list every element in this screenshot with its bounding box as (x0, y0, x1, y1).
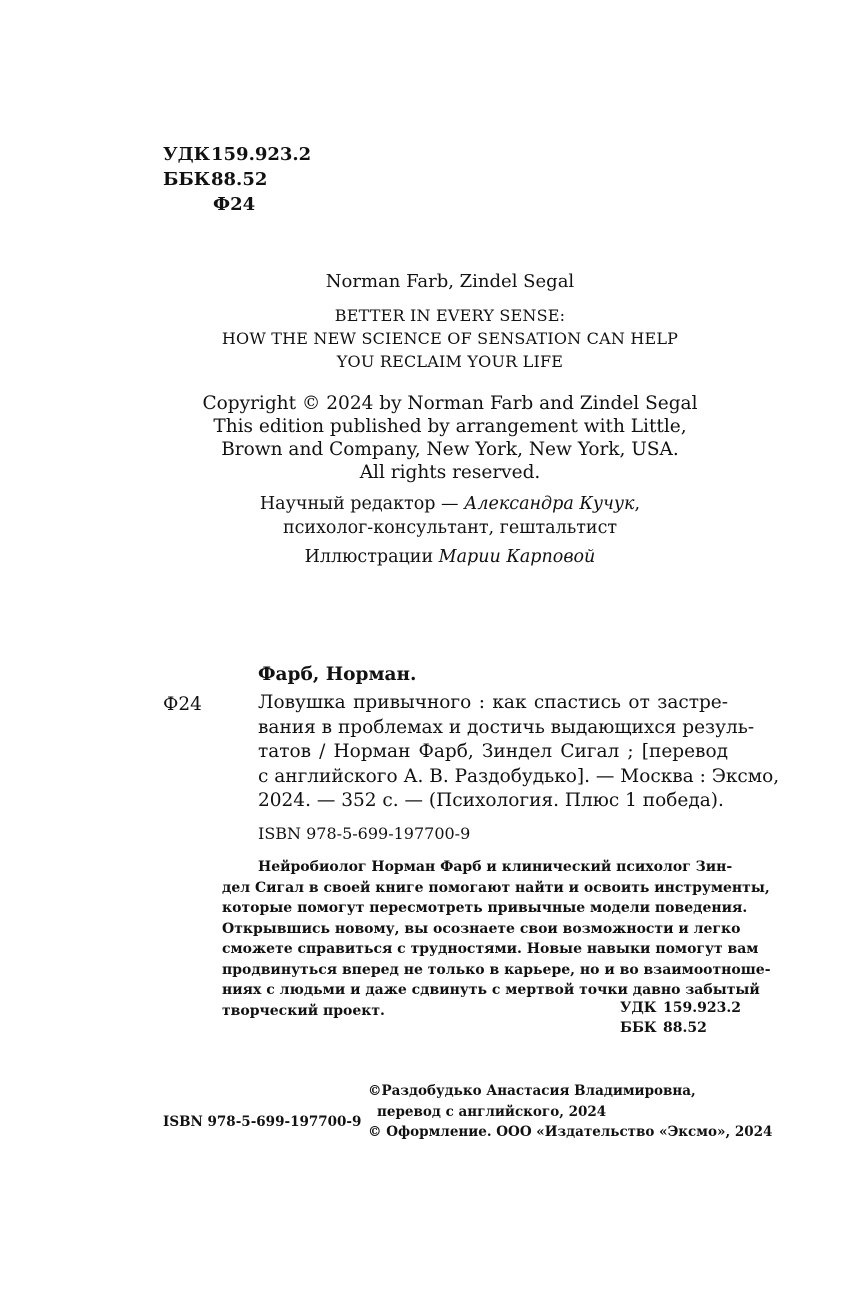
editor-suffix: , (634, 494, 641, 514)
design-copyright: © Оформление. ООО «Издательство «Эксмо», 2024 (368, 1124, 773, 1140)
annotation-udk-row (620, 998, 741, 1018)
original-title-line: BETTER IN EVERY SENSE: (334, 306, 566, 325)
bib-line: татов / Норман Фарб, Зиндел Сигал ; [перевод (258, 741, 728, 762)
bib-line: с английского А. В. Раздобудько]. — Москва : Эксмо, (258, 765, 780, 787)
original-authors: Norman Farb, Zindel Segal (325, 271, 575, 292)
bib-line: вания в проблемах и достичь выдающихся резуль- (258, 716, 755, 738)
udk-label: УДК (163, 144, 210, 165)
editor-name: Александра Кучук (464, 494, 635, 514)
copyright-line: This edition published by arrangement with Little, (213, 416, 687, 437)
annotation-line: Нейробиолог Норман Фарб и клинический психолог Зин- (258, 859, 733, 875)
bib-description (258, 691, 780, 814)
illustrations-credit (150, 546, 750, 569)
annotation-udk-value: 159.923.2 (663, 1000, 741, 1016)
footer-copyrights (368, 1081, 772, 1143)
annotation-bbk-value: 88.52 (663, 1020, 707, 1036)
classification-block (163, 142, 311, 217)
original-title (150, 304, 750, 373)
copyright-line: All rights reserved. (359, 462, 541, 483)
original-title-line: YOU RECLAIM YOUR LIFE (336, 352, 564, 371)
copyright-line: Brown and Company, New York, New York, USA. (221, 439, 679, 460)
annotation-line: Открывшись новому, вы осознаете свои возможности и легко (222, 920, 741, 937)
annotation-bbk-row (620, 1018, 741, 1038)
annotation-line: творческий проект. (222, 1002, 385, 1019)
bib-line: Ловушка привычного : как спастись от застре- (258, 692, 728, 713)
editor-label: Научный редактор — (259, 494, 465, 514)
bbk-row (163, 167, 311, 192)
original-title-line: HOW THE NEW SCIENCE OF SENSATION CAN HELP (221, 329, 679, 348)
translator-copyright-line2: перевод с английского, 2024 (377, 1103, 607, 1120)
copyright-line: Copyright © 2024 by Norman Farb and Zindel Segal (202, 393, 698, 414)
illustrator-name: Марии Карповой (438, 547, 596, 567)
bib-author-heading: Фарб, Норман. (258, 664, 417, 685)
annotation-codes (620, 998, 741, 1038)
bbk-label: ББК (163, 169, 211, 190)
editor-credit (150, 492, 750, 540)
bbk-value: 88.52 (211, 169, 268, 190)
annotation-line: которые помогут пересмотреть привычные модели поведения. (222, 900, 748, 916)
annotation-udk-label: УДК (620, 1000, 657, 1016)
annotation-line: продвинуться вперед не только в карьере, но и во взаимоотноше- (222, 961, 771, 978)
editor-line (150, 492, 750, 516)
annotation-line: дел Сигал в своей книге помогают найти и освоить инструменты, (222, 879, 770, 896)
bib-author-mark: Ф24 (163, 694, 202, 715)
bib-line: 2024. — 352 с. — (Психология. Плюс 1 победа). (258, 790, 724, 811)
editor-role: психолог-консультант, гештальтист (282, 518, 618, 538)
udk-value: 159.923.2 (211, 144, 312, 165)
udk-row (163, 142, 311, 167)
annotation-line: сможете справиться с трудностями. Новые навыки помогут вам (222, 941, 759, 957)
annotation (222, 857, 771, 1021)
copyright-notice (150, 392, 750, 484)
illustrations-label: Иллюстрации (304, 547, 439, 567)
author-mark: Ф24 (213, 194, 256, 215)
annotation-bbk-label: ББК (620, 1020, 657, 1036)
translator-copyright-line1: ©Раздобудько Анастасия Владимировна, (368, 1083, 696, 1099)
bib-isbn: ISBN 978-5-699-197700-9 (258, 824, 471, 843)
footer-isbn: ISBN 978-5-699-197700-9 (163, 1114, 362, 1130)
annotation-line: ниях с людьми и даже сдвинуть с мертвой точки давно забытый (222, 982, 760, 998)
